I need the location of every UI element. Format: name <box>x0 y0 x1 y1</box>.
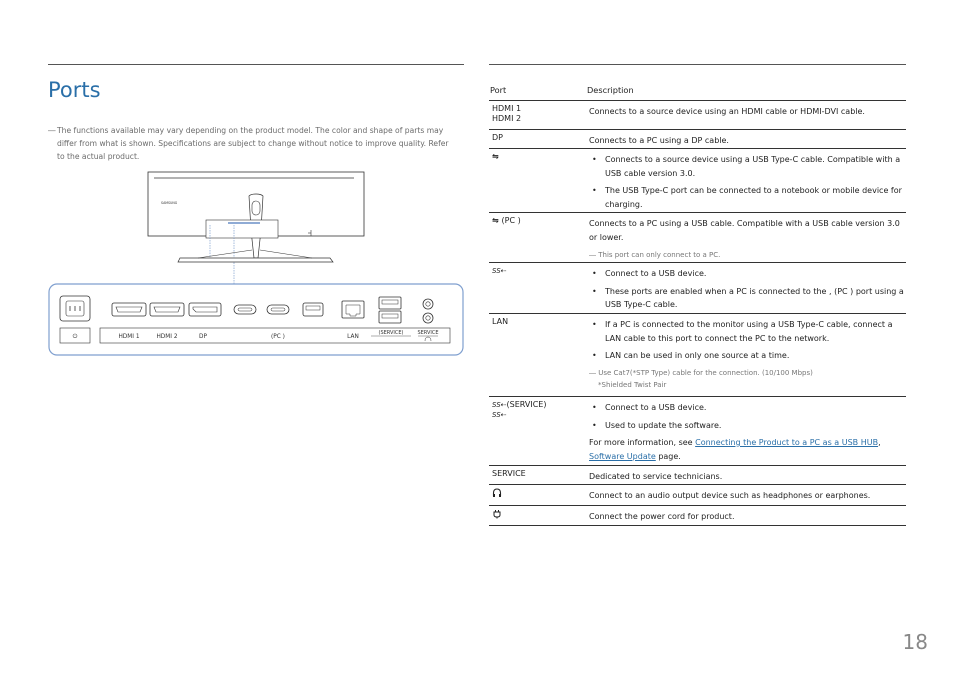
label-service-usb: (SERVICE) <box>378 330 404 336</box>
table-row <box>489 263 906 314</box>
port-cell: LAN <box>492 317 509 326</box>
brand-mark: SAMSUNG <box>161 201 178 205</box>
port-cell <box>492 152 582 162</box>
page-number: 18 <box>902 630 928 654</box>
service-jack <box>423 299 433 309</box>
svg-text:⏻: ⏻ <box>72 333 78 340</box>
desc-cell: Connect the power cord for product. <box>589 512 735 521</box>
usb-ss-icon: SS⇠ <box>492 411 507 419</box>
service-usb-port <box>379 297 401 309</box>
usbc-pc-port <box>267 305 289 314</box>
table-row <box>489 130 906 149</box>
right-top-rule <box>489 64 906 65</box>
software-update-link[interactable]: Software Update <box>589 451 656 461</box>
label-hdmi1: HDMI 1 <box>118 334 140 340</box>
desc-subnote: ― This port can only connect to a PC. <box>589 251 721 259</box>
table-row <box>489 466 906 485</box>
table-row <box>489 506 906 526</box>
desc-cell: Connects to a PC using a USB cable. Compatible with a USB cable version 3.0 or lower. ― This port can only connect to a PC. <box>589 213 906 265</box>
desc-cell: Connects to a PC using a DP cable. <box>589 136 729 145</box>
usbc-icon: ⇋ <box>492 216 502 225</box>
table-header <box>489 82 906 101</box>
port-cell: ⇋ (PC ) <box>492 216 521 225</box>
usb-port-lower <box>379 311 401 323</box>
table-row <box>489 213 906 263</box>
desc-cell: Connect to an audio output device such as headphones or earphones. <box>589 491 871 500</box>
table-row <box>489 101 906 130</box>
desc-cell: Connects to a source device using an HDMI cable or HDMI-DVI cable. <box>589 107 865 116</box>
usbc-port <box>234 305 256 314</box>
desc-cell: • Connects to a source device using a USB Type-C cable. Compatible with a USB cable version 3.0. • The USB Type-C port can be connected to a notebook or mobile device for charging. <box>589 149 906 219</box>
desc-cell: • Connect to a USB device. • These ports are enabled when a PC is connected to the , (PC ) port using a USB Type-C cable. <box>589 263 906 320</box>
desc-subnote: ― Use Cat7(*STP Type) cable for the connection. (10/100 Mbps) <box>589 368 813 377</box>
lan-port <box>342 301 364 318</box>
label-usbc-pc: (PC ) <box>271 334 285 340</box>
port-cell <box>492 488 582 501</box>
power-plug-icon <box>492 509 502 519</box>
desc-cell: Dedicated to service technicians. <box>589 472 723 481</box>
port-cell: HDMI 1 HDMI 2 <box>492 104 522 123</box>
note-text: The functions available may vary depending on the product model. The color and shape of parts may differ from what is shown. Specifications are subject to change without notice to improve quality. Refer to the actual product. <box>57 126 449 161</box>
label-lan: LAN <box>347 334 359 340</box>
stand-base <box>178 258 333 262</box>
col-port-header: Port <box>490 85 507 95</box>
label-dp: DP <box>199 334 207 340</box>
usb-ss-icon: SS⇠ <box>492 401 507 409</box>
headphone-jack <box>423 313 433 323</box>
port-cell: SS⇠(SERVICE) SS⇠ <box>492 400 547 419</box>
left-top-rule <box>48 64 464 65</box>
headphone-icon <box>492 488 502 498</box>
table-row <box>489 149 906 213</box>
desc-cell: • If a PC is connected to the monitor using a USB Type-C cable, connect a LAN cable to this port to connect the PC to the network. • LAN can be used in only one source at a time. ― Use Cat7(*STP Type) cable for the connection. (10/100 Mbps) *Shielded Twist Pair <box>589 314 906 395</box>
label-hdmi2: HDMI 2 <box>156 334 178 340</box>
table-row <box>489 314 906 397</box>
port-cell: SERVICE <box>492 469 526 478</box>
desc-subnote: *Shielded Twist Pair <box>598 380 667 389</box>
label-service: SERVICE <box>417 330 439 336</box>
usbc-icon: ⇋ <box>492 152 499 161</box>
page-title: Ports <box>48 78 101 102</box>
port-cell <box>492 509 582 522</box>
desc-cell: • Connect to a USB device. • Used to update the software. For more information, see Connecting the Product to a PC as a USB HUB, Software Update page. <box>589 397 906 472</box>
col-desc-header: Description <box>587 85 634 95</box>
note-dash: ― <box>48 126 56 135</box>
port-cell <box>492 266 582 276</box>
note <box>48 124 458 163</box>
ports-table <box>489 82 906 526</box>
table-row <box>489 397 906 466</box>
ports-illustration <box>48 170 466 360</box>
port-cell: DP <box>492 133 503 142</box>
table-row <box>489 485 906 506</box>
usb-hub-link[interactable]: Connecting the Product to a PC as a USB HUB <box>695 438 879 447</box>
usb-ss-icon: SS⇠ <box>492 267 507 275</box>
